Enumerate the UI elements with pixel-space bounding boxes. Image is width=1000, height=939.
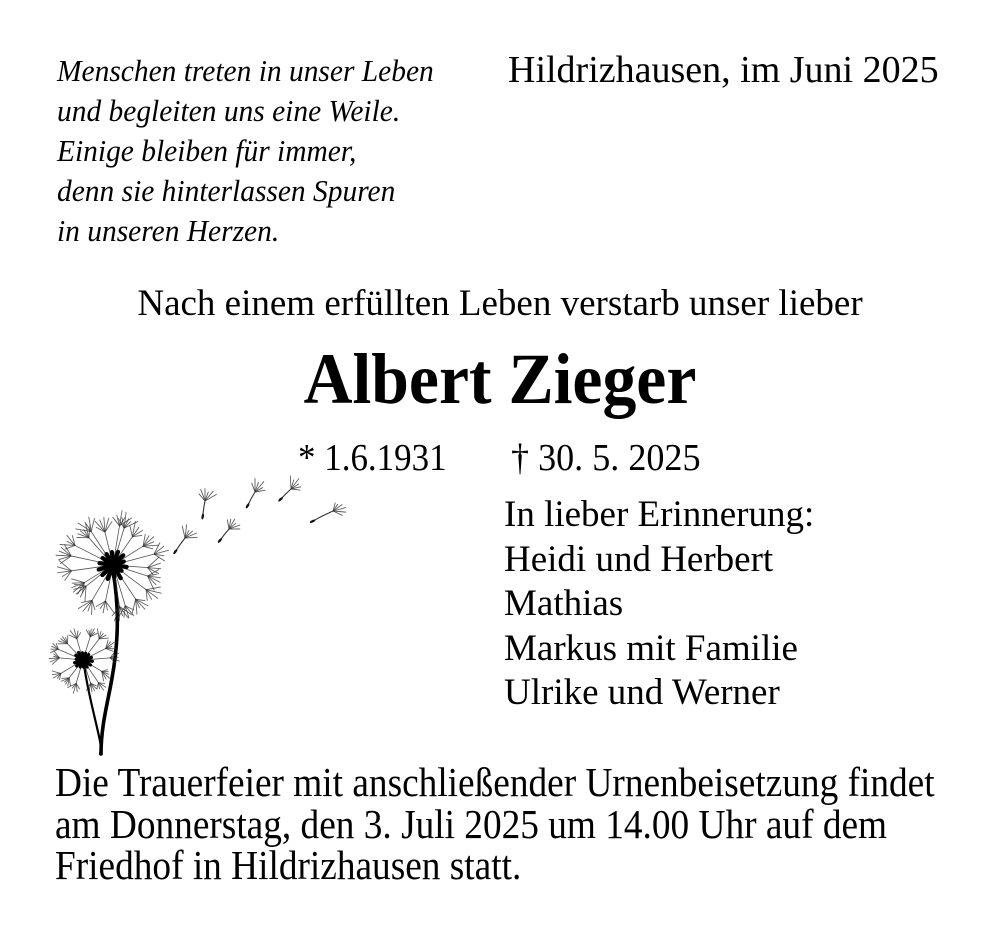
closing-line: am Donnerstag, den 3. Juli 2025 um 14.00 Uhr auf dem [55, 800, 888, 847]
closing-line: Friedhof in Hildrizhausen statt. [55, 842, 522, 888]
poem-line: in unseren Herzen. [57, 213, 280, 248]
memorial-heading: In lieber Erinnerung: [504, 494, 815, 535]
memorial-block [504, 493, 814, 716]
dandelion-illustration [40, 465, 360, 765]
death-date: † 30. 5. 2025 [511, 437, 701, 479]
closing-line: Die Trauerfeier mit anschließender Urnenbeisetzung findet [55, 759, 935, 805]
memorial-name: Markus mit Familie [504, 627, 798, 669]
memorial-name: Mathias [504, 583, 624, 624]
intro-line: Nach einem erfüllten Leben verstarb unser lieber [137, 283, 863, 324]
closing-paragraph [55, 759, 935, 888]
poem [57, 51, 434, 251]
poem-line: Einige bleiben für immer, [57, 133, 357, 168]
memorial-name: Ulrike und Werner [504, 672, 780, 713]
poem-line: und begleiten uns eine Weile. [57, 93, 401, 128]
birth-date: * 1.6.1931 [298, 437, 447, 479]
deceased-name: Albert Zieger [303, 339, 697, 419]
place-dateline: Hildrizhausen, im Juni 2025 [508, 49, 939, 91]
poem-line: denn sie hinterlassen Spuren [57, 173, 396, 208]
poem-line: Menschen treten in unser Leben [57, 53, 434, 88]
memorial-name: Heidi und Herbert [504, 538, 774, 580]
